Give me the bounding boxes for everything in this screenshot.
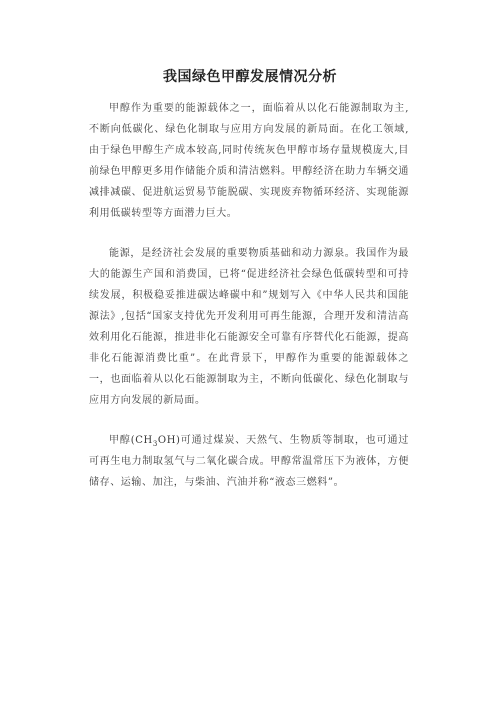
document-title: 我国绿色甲醇发展情况分析 [163,69,337,85]
paragraph-1: 甲醇作为重要的能源载体之一，面临着从以化石能源制取为主,不断向低碳化、绿色化制取与应用方向发展的新局面。在化工领域,由于绿色甲醇生产成本较高,同时传统灰色甲醇市场存量规模庞大,目前绿色甲醇更多用作储能介质和清洁燃料。甲醇经济在助力车辆交通减排减碳、促进航运贸易节能脱碳、实现废弃物循环经济、实现能源利用低碳转型等方面潜力巨大。 [89,103,409,219]
paragraph-3 [89,430,409,493]
formula-subscript: 3 [152,440,158,448]
paragraph-3-text-after-formula: OH)可通过煤炭、天然气、生物质等制取，也可通过可再生电力制取氢气与二氧化碳合成。甲醇常温常压下为液体，方便储存、运输、加注，与柴油、汽油并称“液态三燃料”。 [89,435,409,488]
paragraph-2: 能源，是经济社会发展的重要物质基础和动力源泉。我国作为最大的能源生产国和消费国，已将“促进经济社会绿色低碳转型和可持续发展，积极稳妥推进碳达峰碳中和”规划写入《中华人民共和国能源法》,包括“国家支持优先开发利用可再生能源，合理开发和清洁高效利用化石能源，推进非化石能源安全可靠有序替代化石能源，提高非化石能源消费比重”。在此背景下，甲醇作为重要的能源载体之一，也面临着从以化石能源制取为主，不断向低碳化、绿色化制取与应用方向发展的新局面。 [89,248,409,406]
paragraph-3-text-before-formula: 甲醇(CH [109,435,153,446]
document-body [89,98,409,512]
